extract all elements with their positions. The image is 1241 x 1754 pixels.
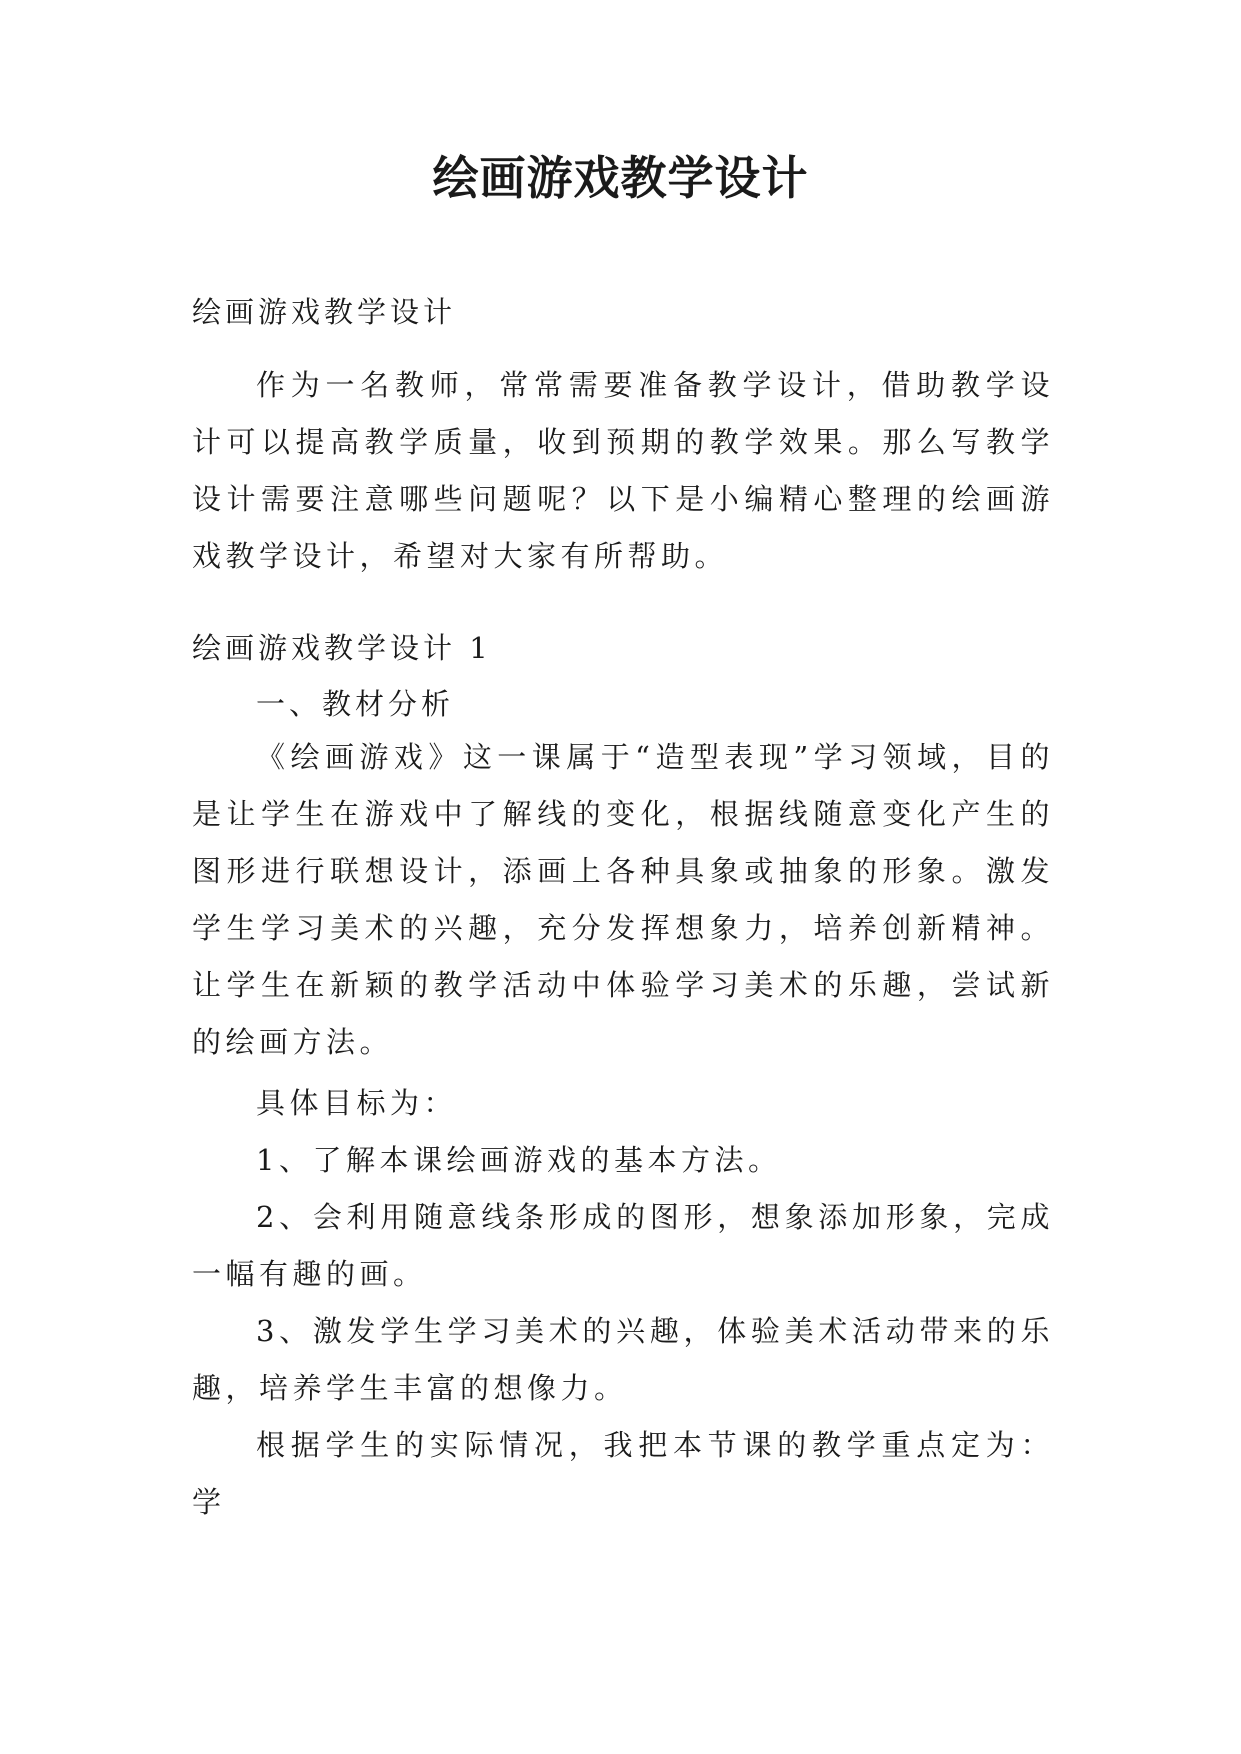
goal-item-1: 1、了解本课绘画游戏的基本方法。 <box>256 1143 782 1177</box>
analysis-paragraph: 《绘画游戏》这一课属于“造型表现”学习领域，目的是让学生在游戏中了解线的变化，根据线随意变化产生的图形进行联想设计，添画上各种具象或抽象的形象。激发学生学习美术的兴趣，充分发挥想象力，培养创新精神。让学生在新颖的教学活动中体验学习美术的乐趣，尝试新的绘画方法。 <box>192 740 1054 1059</box>
part-heading: 一、教材分析 <box>256 687 455 721</box>
closing-paragraph: 根据学生的实际情况，我把本节课的教学重点定为：学 <box>192 1428 1054 1519</box>
goal-item-3: 3、激发学生学习美术的兴趣，体验美术活动带来的乐趣，培养学生丰富的想像力。 <box>192 1314 1054 1405</box>
goals-intro: 具体目标为： <box>256 1086 458 1120</box>
intro-paragraph: 作为一名教师，常常需要准备教学设计，借助教学设计可以提高教学质量，收到预期的教学效果。那么写教学设计需要注意哪些问题呢？以下是小编精心整理的绘画游戏教学设计，希望对大家有所帮助。 <box>192 368 1054 573</box>
document-subtitle: 绘画游戏教学设计 <box>192 295 457 329</box>
section-heading: 绘画游戏教学设计 1 <box>192 631 492 665</box>
document-title: 绘画游戏教学设计 <box>432 151 809 205</box>
goal-item-2: 2、会利用随意线条形成的图形，想象添加形象，完成一幅有趣的画。 <box>192 1200 1054 1291</box>
